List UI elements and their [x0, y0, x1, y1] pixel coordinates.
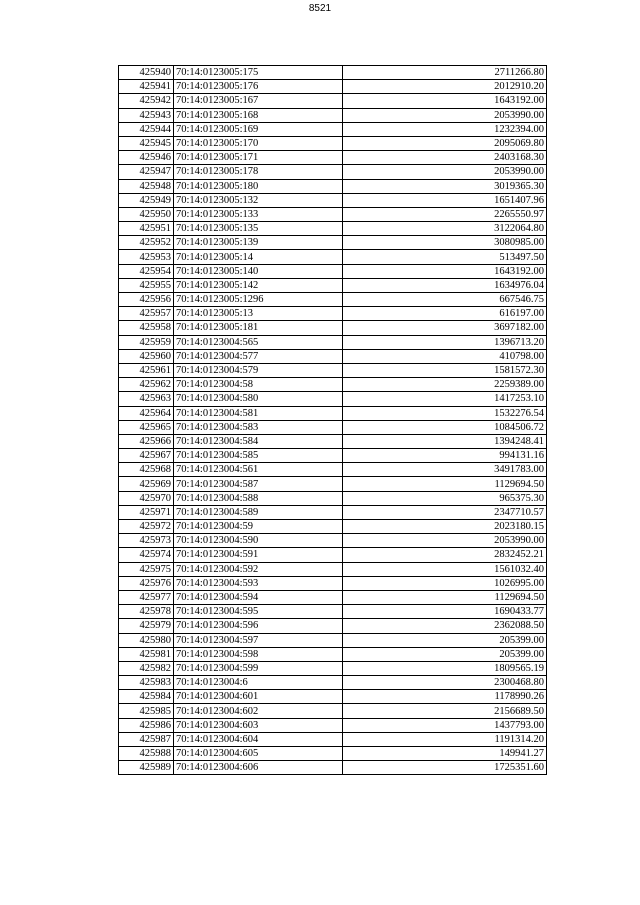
- cadastral-number-cell: 70:14:0123004:594: [174, 590, 343, 604]
- row-number-cell: 425956: [119, 293, 174, 307]
- cadastral-number-cell: 70:14:0123004:587: [174, 477, 343, 491]
- cadastral-number-cell: 70:14:0123005:178: [174, 165, 343, 179]
- row-number-cell: 425940: [119, 66, 174, 80]
- row-number-cell: 425959: [119, 335, 174, 349]
- table-row: [119, 548, 547, 562]
- cadastral-number-cell: 70:14:0123005:135: [174, 222, 343, 236]
- row-number-cell: 425980: [119, 633, 174, 647]
- row-number-cell: 425986: [119, 718, 174, 732]
- cadastral-number-cell: 70:14:0123005:140: [174, 264, 343, 278]
- row-number-cell: 425977: [119, 590, 174, 604]
- row-number-cell: 425948: [119, 179, 174, 193]
- cadastral-number-cell: 70:14:0123004:589: [174, 505, 343, 519]
- cadastral-value-cell: 2053990.00: [343, 165, 547, 179]
- table-row: [119, 647, 547, 661]
- cadastral-number-cell: 70:14:0123005:1296: [174, 293, 343, 307]
- cadastral-value-cell: 1417253.10: [343, 392, 547, 406]
- cadastral-number-cell: 70:14:0123004:59: [174, 520, 343, 534]
- cadastral-value-cell: 965375.30: [343, 491, 547, 505]
- row-number-cell: 425945: [119, 136, 174, 150]
- row-number-cell: 425958: [119, 321, 174, 335]
- table-row: [119, 122, 547, 136]
- cadastral-number-cell: 70:14:0123005:13: [174, 307, 343, 321]
- cadastral-value-cell: 1129694.50: [343, 477, 547, 491]
- cadastral-number-cell: 70:14:0123005:175: [174, 66, 343, 80]
- cadastral-number-cell: 70:14:0123004:58: [174, 378, 343, 392]
- cadastral-value-cell: 3697182.00: [343, 321, 547, 335]
- cadastral-number-cell: 70:14:0123004:592: [174, 562, 343, 576]
- cadastral-number-cell: 70:14:0123004:595: [174, 605, 343, 619]
- table-body: [119, 66, 547, 775]
- cadastral-value-cell: 2053990.00: [343, 108, 547, 122]
- table-row: [119, 661, 547, 675]
- table-row: [119, 363, 547, 377]
- cadastral-value-cell: 1809565.19: [343, 661, 547, 675]
- cadastral-number-cell: 70:14:0123004:580: [174, 392, 343, 406]
- cadastral-number-cell: 70:14:0123004:579: [174, 363, 343, 377]
- table-row: [119, 207, 547, 221]
- row-number-cell: 425963: [119, 392, 174, 406]
- cadastral-number-cell: 70:14:0123004:602: [174, 704, 343, 718]
- cadastral-value-cell: 1129694.50: [343, 590, 547, 604]
- table-row: [119, 449, 547, 463]
- row-number-cell: 425971: [119, 505, 174, 519]
- cadastral-value-cell: 2259389.00: [343, 378, 547, 392]
- cadastral-number-cell: 70:14:0123005:176: [174, 80, 343, 94]
- row-number-cell: 425943: [119, 108, 174, 122]
- table-row: [119, 747, 547, 761]
- cadastral-value-cell: 1396713.20: [343, 335, 547, 349]
- row-number-cell: 425972: [119, 520, 174, 534]
- cadastral-value-cell: 1643192.00: [343, 94, 547, 108]
- cadastral-value-cell: 2265550.97: [343, 207, 547, 221]
- cadastral-value-cell: 2012910.20: [343, 80, 547, 94]
- cadastral-number-cell: 70:14:0123004:591: [174, 548, 343, 562]
- cadastral-value-cell: 149941.27: [343, 747, 547, 761]
- cadastral-number-cell: 70:14:0123005:169: [174, 122, 343, 136]
- cadastral-number-cell: 70:14:0123005:181: [174, 321, 343, 335]
- table-row: [119, 704, 547, 718]
- cadastral-value-cell: 2832452.21: [343, 548, 547, 562]
- cadastral-number-cell: 70:14:0123004:6: [174, 676, 343, 690]
- cadastral-value-cell: 2362088.50: [343, 619, 547, 633]
- row-number-cell: 425984: [119, 690, 174, 704]
- cadastral-value-cell: 1690433.77: [343, 605, 547, 619]
- cadastral-value-cell: 994131.16: [343, 449, 547, 463]
- row-number-cell: 425955: [119, 278, 174, 292]
- cadastral-number-cell: 70:14:0123004:561: [174, 463, 343, 477]
- cadastral-value-cell: 3491783.00: [343, 463, 547, 477]
- cadastral-number-cell: 70:14:0123004:605: [174, 747, 343, 761]
- table-row: [119, 562, 547, 576]
- row-number-cell: 425944: [119, 122, 174, 136]
- row-number-cell: 425966: [119, 434, 174, 448]
- cadastral-value-cell: 2300468.80: [343, 676, 547, 690]
- cadastral-value-cell: 2711266.80: [343, 66, 547, 80]
- row-number-cell: 425954: [119, 264, 174, 278]
- cadastral-value-cell: 1725351.60: [343, 761, 547, 775]
- table-row: [119, 420, 547, 434]
- row-number-cell: 425967: [119, 449, 174, 463]
- table-row: [119, 307, 547, 321]
- table-row: [119, 392, 547, 406]
- cadastral-number-cell: 70:14:0123004:590: [174, 534, 343, 548]
- table-row: [119, 250, 547, 264]
- table-row: [119, 761, 547, 775]
- cadastral-number-cell: 70:14:0123005:170: [174, 136, 343, 150]
- cadastral-value-cell: 1651407.96: [343, 193, 547, 207]
- cadastral-value-cell: 2347710.57: [343, 505, 547, 519]
- table-row: [119, 179, 547, 193]
- cadastral-number-cell: 70:14:0123004:584: [174, 434, 343, 448]
- row-number-cell: 425952: [119, 236, 174, 250]
- cadastral-number-cell: 70:14:0123004:606: [174, 761, 343, 775]
- row-number-cell: 425947: [119, 165, 174, 179]
- cadastral-value-cell: 1394248.41: [343, 434, 547, 448]
- table-row: [119, 264, 547, 278]
- table-row: [119, 619, 547, 633]
- table-row: [119, 321, 547, 335]
- table-row: [119, 293, 547, 307]
- cadastral-number-cell: 70:14:0123004:577: [174, 349, 343, 363]
- cadastral-number-cell: 70:14:0123004:565: [174, 335, 343, 349]
- cadastral-number-cell: 70:14:0123004:599: [174, 661, 343, 675]
- cadastral-value-cell: 1532276.54: [343, 406, 547, 420]
- table-row: [119, 633, 547, 647]
- table-row: [119, 605, 547, 619]
- cadastral-value-cell: 1084506.72: [343, 420, 547, 434]
- cadastral-number-cell: 70:14:0123004:601: [174, 690, 343, 704]
- table-row: [119, 278, 547, 292]
- cadastral-value-cell: 616197.00: [343, 307, 547, 321]
- cadastral-value-cell: 1026995.00: [343, 576, 547, 590]
- table-row: [119, 690, 547, 704]
- row-number-cell: 425968: [119, 463, 174, 477]
- cadastral-value-cell: 1581572.30: [343, 363, 547, 377]
- table-row: [119, 94, 547, 108]
- table-row: [119, 477, 547, 491]
- cadastral-value-cell: 2156689.50: [343, 704, 547, 718]
- row-number-cell: 425962: [119, 378, 174, 392]
- cadastral-number-cell: 70:14:0123005:167: [174, 94, 343, 108]
- cadastral-value-cell: 205399.00: [343, 647, 547, 661]
- cadastral-value-cell: 3122064.80: [343, 222, 547, 236]
- cadastral-number-cell: 70:14:0123004:597: [174, 633, 343, 647]
- table-row: [119, 66, 547, 80]
- row-number-cell: 425965: [119, 420, 174, 434]
- row-number-cell: 425982: [119, 661, 174, 675]
- table-row: [119, 491, 547, 505]
- row-number-cell: 425973: [119, 534, 174, 548]
- cadastral-value-cell: 1634976.04: [343, 278, 547, 292]
- cadastral-number-cell: 70:14:0123005:142: [174, 278, 343, 292]
- cadastral-value-cell: 205399.00: [343, 633, 547, 647]
- row-number-cell: 425978: [119, 605, 174, 619]
- row-number-cell: 425987: [119, 732, 174, 746]
- row-number-cell: 425950: [119, 207, 174, 221]
- table-row: [119, 136, 547, 150]
- table-row: [119, 193, 547, 207]
- page-number: 8521: [308, 3, 332, 14]
- cadastral-number-cell: 70:14:0123004:598: [174, 647, 343, 661]
- table-row: [119, 165, 547, 179]
- table-row: [119, 378, 547, 392]
- row-number-cell: 425970: [119, 491, 174, 505]
- row-number-cell: 425989: [119, 761, 174, 775]
- table-row: [119, 463, 547, 477]
- row-number-cell: 425946: [119, 151, 174, 165]
- row-number-cell: 425960: [119, 349, 174, 363]
- cadastral-value-cell: 1643192.00: [343, 264, 547, 278]
- cadastral-number-cell: 70:14:0123004:593: [174, 576, 343, 590]
- row-number-cell: 425941: [119, 80, 174, 94]
- cadastral-value-cell: 3019365.30: [343, 179, 547, 193]
- table-row: [119, 80, 547, 94]
- cadastral-value-cell: 2403168.30: [343, 151, 547, 165]
- row-number-cell: 425988: [119, 747, 174, 761]
- table-row: [119, 151, 547, 165]
- row-number-cell: 425953: [119, 250, 174, 264]
- cadastral-number-cell: 70:14:0123004:596: [174, 619, 343, 633]
- table-row: [119, 576, 547, 590]
- cadastral-number-cell: 70:14:0123005:180: [174, 179, 343, 193]
- row-number-cell: 425981: [119, 647, 174, 661]
- cadastral-value-cell: 2023180.15: [343, 520, 547, 534]
- cadastral-number-cell: 70:14:0123004:588: [174, 491, 343, 505]
- table-row: [119, 108, 547, 122]
- cadastral-value-cell: 410798.00: [343, 349, 547, 363]
- row-number-cell: 425949: [119, 193, 174, 207]
- table-row: [119, 236, 547, 250]
- cadastral-number-cell: 70:14:0123005:171: [174, 151, 343, 165]
- row-number-cell: 425969: [119, 477, 174, 491]
- cadastral-value-cell: 3080985.00: [343, 236, 547, 250]
- cadastral-value-cell: 1437793.00: [343, 718, 547, 732]
- row-number-cell: 425942: [119, 94, 174, 108]
- row-number-cell: 425957: [119, 307, 174, 321]
- table-row: [119, 222, 547, 236]
- cadastral-number-cell: 70:14:0123004:603: [174, 718, 343, 732]
- cadastral-number-cell: 70:14:0123004:585: [174, 449, 343, 463]
- cadastral-number-cell: 70:14:0123004:604: [174, 732, 343, 746]
- table-row: [119, 590, 547, 604]
- cadastral-value-cell: 2053990.00: [343, 534, 547, 548]
- cadastral-number-cell: 70:14:0123004:583: [174, 420, 343, 434]
- cadastral-value-cell: 1561032.40: [343, 562, 547, 576]
- cadastral-number-cell: 70:14:0123004:581: [174, 406, 343, 420]
- cadastral-value-cell: 1232394.00: [343, 122, 547, 136]
- cadastral-value-table: [118, 65, 547, 775]
- row-number-cell: 425979: [119, 619, 174, 633]
- row-number-cell: 425964: [119, 406, 174, 420]
- cadastral-number-cell: 70:14:0123005:132: [174, 193, 343, 207]
- cadastral-value-cell: 667546.75: [343, 293, 547, 307]
- table-row: [119, 335, 547, 349]
- table-row: [119, 406, 547, 420]
- row-number-cell: 425974: [119, 548, 174, 562]
- cadastral-value-cell: 513497.50: [343, 250, 547, 264]
- row-number-cell: 425983: [119, 676, 174, 690]
- cadastral-value-cell: 1178990.26: [343, 690, 547, 704]
- cadastral-number-cell: 70:14:0123005:14: [174, 250, 343, 264]
- cadastral-number-cell: 70:14:0123005:133: [174, 207, 343, 221]
- row-number-cell: 425975: [119, 562, 174, 576]
- row-number-cell: 425951: [119, 222, 174, 236]
- table-row: [119, 534, 547, 548]
- cadastral-number-cell: 70:14:0123005:168: [174, 108, 343, 122]
- cadastral-value-cell: 1191314.20: [343, 732, 547, 746]
- table-row: [119, 434, 547, 448]
- row-number-cell: 425961: [119, 363, 174, 377]
- row-number-cell: 425976: [119, 576, 174, 590]
- table-row: [119, 732, 547, 746]
- table-row: [119, 520, 547, 534]
- row-number-cell: 425985: [119, 704, 174, 718]
- table-row: [119, 349, 547, 363]
- table-row: [119, 718, 547, 732]
- cadastral-value-cell: 2095069.80: [343, 136, 547, 150]
- cadastral-number-cell: 70:14:0123005:139: [174, 236, 343, 250]
- table-row: [119, 505, 547, 519]
- table-row: [119, 676, 547, 690]
